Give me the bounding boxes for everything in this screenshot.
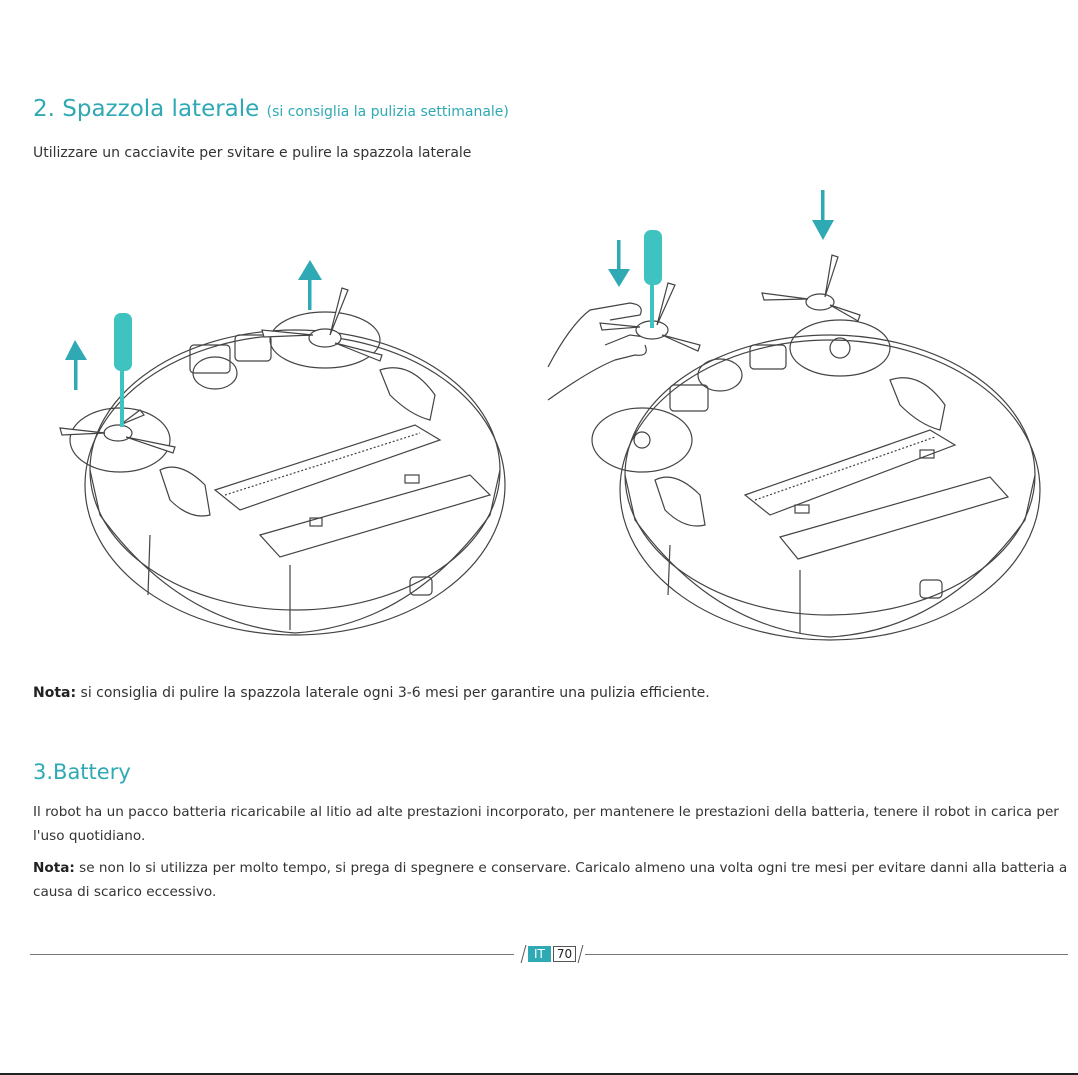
hand-holding-brush xyxy=(548,303,646,400)
screwdriver-right xyxy=(644,230,662,328)
divider xyxy=(521,945,527,963)
note-label: Nota: xyxy=(33,860,75,876)
footer-rule-right xyxy=(585,954,1068,955)
section-title-side-brush xyxy=(33,96,509,122)
page-number xyxy=(519,944,585,963)
robot-left xyxy=(70,312,505,635)
intro-text: Utilizzare un cacciavite per svitare e pulire la spazzola laterale xyxy=(33,145,472,161)
note-side-brush xyxy=(33,685,710,701)
arrow-up-left xyxy=(65,340,87,390)
arrow-down-top-right xyxy=(812,190,834,240)
battery-paragraph: Il robot ha un pacco batteria ricaricabile al litio ad alte prestazioni incorporato, per mantenere le prestazioni della batteria, tenere il robot in carica per l'uso quotidiano. xyxy=(33,804,1059,844)
arrow-down-hand xyxy=(608,240,630,287)
note-battery xyxy=(33,856,1073,904)
robot-right xyxy=(592,320,1040,640)
arrow-up-top xyxy=(298,260,322,310)
note-text: si consiglia di pulire la spazzola laterale ogni 3-6 mesi per garantire una pulizia efficiente. xyxy=(76,685,710,701)
note-text: se non lo si utilizza per molto tempo, si prega di spegnere e conservare. Caricalo almeno una volta ogni tre mesi per evitare danni alla batteria a causa di scarico eccessivo. xyxy=(33,860,1068,900)
language-badge: IT xyxy=(528,946,551,962)
section-title-text: 2. Spazzola laterale xyxy=(33,96,260,122)
footer-rule-left xyxy=(30,954,514,955)
section-title-battery: 3.Battery xyxy=(33,760,131,784)
page-number-value: 70 xyxy=(553,946,576,962)
section-subtitle: (si consiglia la pulizia settimanale) xyxy=(266,104,509,120)
side-brush-illustration xyxy=(30,185,1078,650)
side-brush-floating xyxy=(762,255,860,321)
divider xyxy=(578,945,584,963)
note-label: Nota: xyxy=(33,685,77,701)
